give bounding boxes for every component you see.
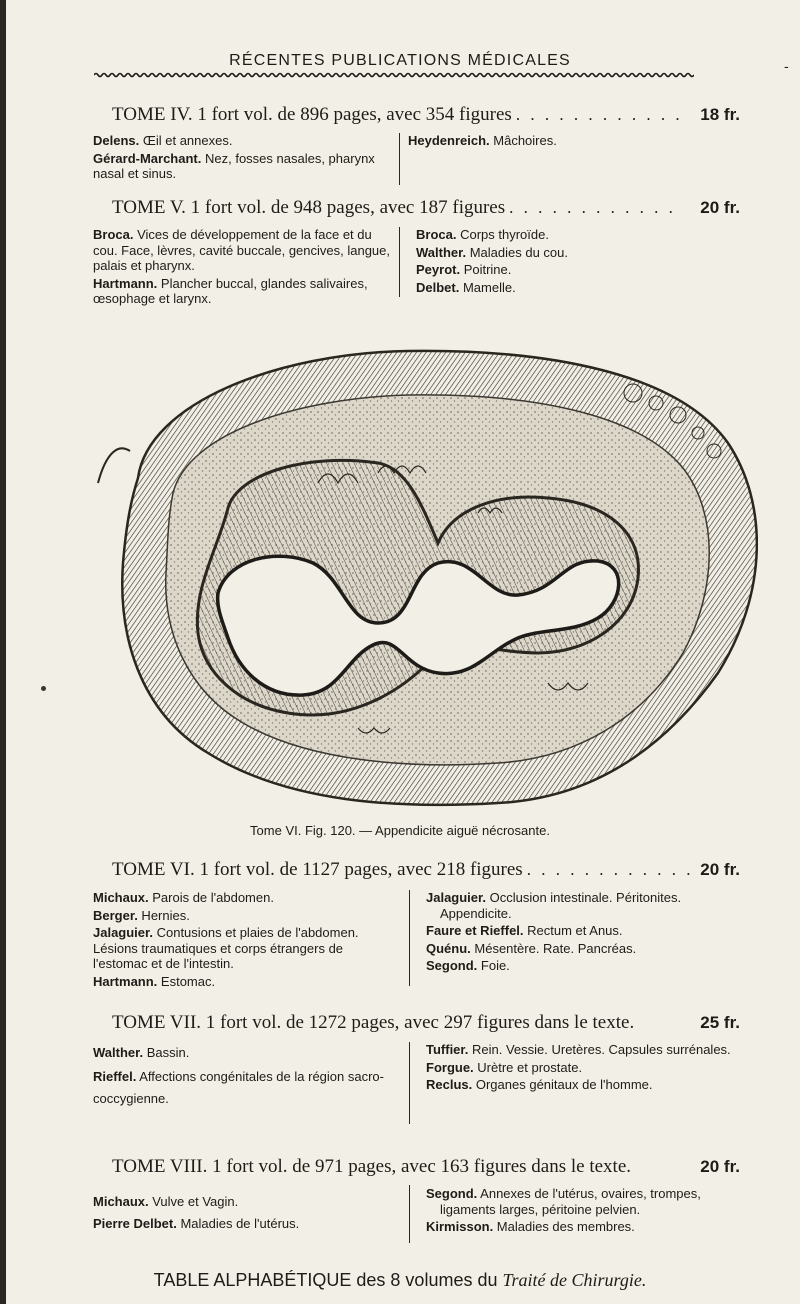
column-divider	[409, 1042, 410, 1124]
list-item: Jalaguier. Occlusion intestinale. Péritonites. Appendicite.	[426, 890, 682, 921]
list-item: Pierre Delbet. Maladies de l'utérus.	[93, 1216, 300, 1231]
list-item: Broca. Corps thyroïde.	[416, 227, 549, 242]
tome-vi-line: TOME VI. 1 fort vol. de 1127 pages, avec 218 figures . . . . . . . . . . . . 20 fr.	[112, 859, 740, 880]
tome-vii-right-column	[426, 1042, 746, 1095]
footer-title: TABLE ALPHABÉTIQUE des 8 volumes du Traité de Chirurgie.	[153, 1270, 647, 1290]
list-item: Broca. Vices de développement de la face et du cou. Face, lèvres, cavité buccale, gencives, langue, palais et pharynx.	[93, 227, 390, 273]
list-item: Reclus. Organes génitaux de l'homme.	[426, 1077, 653, 1092]
list-item: Forgue. Urètre et prostate.	[426, 1059, 583, 1075]
header-dash: -	[784, 58, 789, 74]
tome-iv-price: 18 fr.	[700, 105, 740, 124]
column-divider	[399, 133, 400, 185]
list-item: Faure et Rieffel. Rectum et Anus.	[426, 923, 623, 938]
list-item: Quénu. Mésentère. Rate. Pancréas.	[426, 940, 637, 956]
list-item: Kirmisson. Maladies des membres.	[426, 1219, 635, 1234]
list-item: Peyrot. Poitrine.	[416, 262, 512, 277]
list-item: Gérard-Marchant. Nez, fosses nasales, pharynx nasal et sinus.	[93, 150, 375, 181]
tome-viii-left-column	[93, 1192, 393, 1236]
tome-v-left-column	[93, 227, 390, 309]
column-divider	[409, 1185, 410, 1243]
list-item: Segond. Annexes de l'utérus, ovaires, trompes, ligaments larges, péritoine pelvien.	[426, 1186, 701, 1217]
list-item: Michaux. Vulve et Vagin.	[93, 1194, 239, 1209]
tome-vii-price: 25 fr.	[700, 1013, 740, 1032]
list-item: Heydenreich. Mâchoires.	[408, 133, 557, 148]
list-item: Delbet. Mamelle.	[416, 279, 516, 295]
tome-vii-left-column	[93, 1042, 393, 1112]
tome-viii-line: TOME VIII. 1 fort vol. de 971 pages, avec 163 figures dans le texte. 20 fr.	[112, 1156, 740, 1177]
tome-v-right-column	[416, 227, 746, 297]
page-header: RÉCENTES PUBLICATIONS MÉDICALES	[229, 52, 571, 69]
tome-iv-right-column	[408, 133, 738, 151]
histology-cross-section-illustration	[78, 333, 758, 813]
wavy-rule	[94, 71, 694, 79]
tome-viii-right-column	[426, 1186, 756, 1237]
list-item: Berger. Hernies.	[93, 907, 190, 923]
list-item: Michaux. Parois de l'abdomen.	[93, 890, 274, 905]
margin-dot	[41, 686, 46, 691]
list-item: Walther. Maladies du cou.	[416, 244, 568, 260]
column-divider	[409, 890, 410, 986]
tome-iv-left-column	[93, 133, 390, 184]
tome-viii-price: 20 fr.	[700, 1157, 740, 1176]
tome-v-line: TOME V. 1 fort vol. de 948 pages, avec 187 figures . . . . . . . . . . . . 20 fr.	[112, 197, 740, 218]
list-item: Walther. Bassin.	[93, 1045, 190, 1060]
list-item: Hartmann. Estomac.	[93, 973, 216, 989]
tome-vi-left-column	[93, 890, 398, 991]
list-item: Rieffel. Affections congénitales de la région sacro-coccygienne.	[93, 1069, 384, 1106]
list-item: Delens. Œil et annexes.	[93, 133, 233, 148]
page-edge	[0, 0, 6, 1304]
tome-vii-line: TOME VII. 1 fort vol. de 1272 pages, avec 297 figures dans le texte. 25 fr.	[112, 1012, 740, 1033]
list-item: Segond. Foie.	[426, 958, 510, 973]
tome-v-price: 20 fr.	[700, 198, 740, 217]
list-item: Jalaguier. Contusions et plaies de l'abdomen. Lésions traumatiques et corps étrangers de l'estomac et de l'intestin.	[93, 925, 359, 971]
tome-vi-price: 20 fr.	[700, 860, 740, 879]
list-item: Hartmann. Plancher buccal, glandes salivaires, œsophage et larynx.	[93, 275, 368, 306]
tome-vi-right-column	[426, 890, 746, 976]
list-item: Tuffier. Rein. Vessie. Uretères. Capsules surrénales.	[426, 1042, 731, 1057]
figure-caption: Tome VI. Fig. 120. — Appendicite aiguë nécrosante.	[250, 823, 550, 838]
tome-iv-line: TOME IV. 1 fort vol. de 896 pages, avec 354 figures . . . . . . . . . . . . 18 fr.	[112, 104, 740, 125]
column-divider	[399, 227, 400, 297]
